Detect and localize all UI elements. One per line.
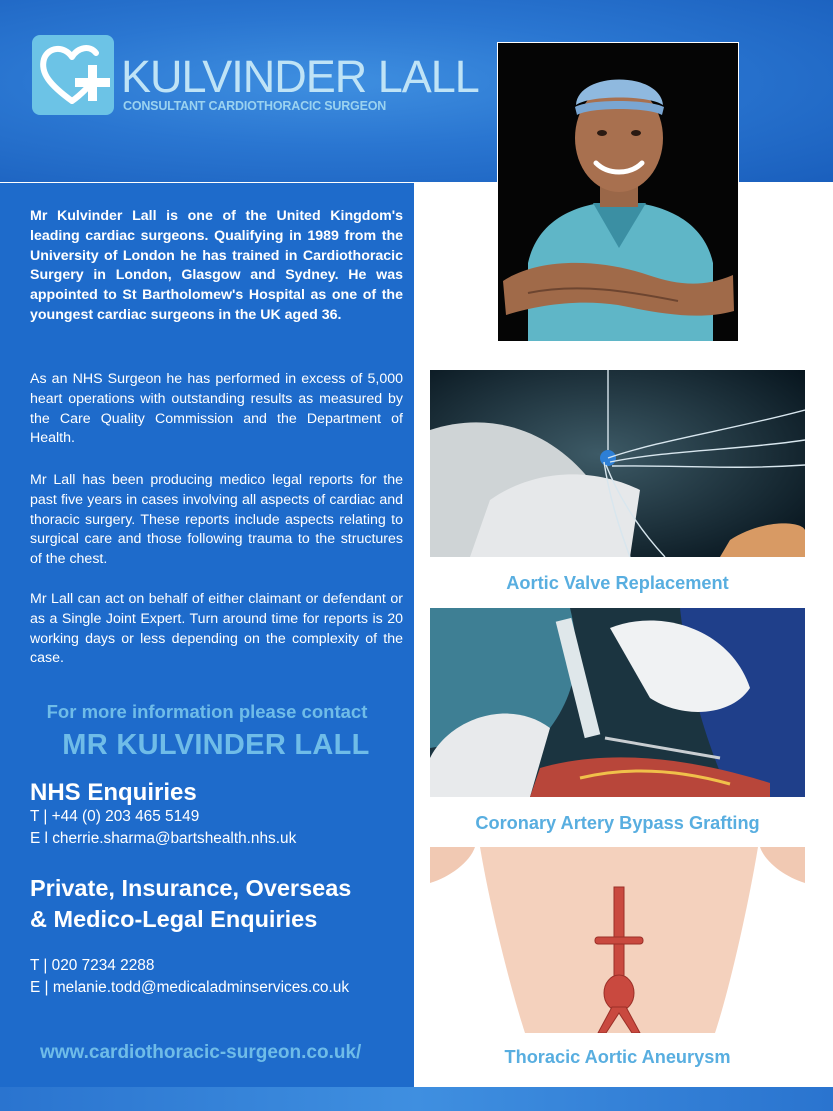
logo-name: KULVINDER LALL: [121, 51, 479, 102]
logo-subtitle: CONSULTANT CARDIOTHORACIC SURGEON: [123, 99, 387, 113]
private-heading-line-2: & Medico-Legal Enquiries: [30, 906, 318, 932]
surgeon-portrait: [497, 42, 739, 342]
caption-aortic-aneurysm: Thoracic Aortic Aneurysm: [504, 1047, 731, 1067]
bio-paragraph-4: Mr Lall can act on behalf of either claimant or defendant or as a Single Joint Expert. Turn around time for reports is 20 working days or less depending on the complexity of the case.: [30, 591, 403, 667]
nhs-phone[interactable]: T | +44 (0) 203 465 5149: [30, 808, 200, 825]
bio-paragraph-3: Mr Lall has been producing medico legal reports for the past five years in cases involving all aspects of cardiac and thoracic surgery. These reports include aspects relating to surgical care and those following trauma to the structures of the chest.: [30, 472, 403, 568]
logo-tile: [32, 35, 114, 115]
aortic-aneurysm-illustration: [430, 847, 805, 1033]
bypass-grafting-photo: [430, 608, 805, 797]
website-link[interactable]: www.cardiothoracic-surgeon.co.uk/: [40, 1042, 362, 1063]
nhs-email[interactable]: E l cherrie.sharma@bartshealth.nhs.uk: [30, 830, 297, 847]
footer-band: [0, 1087, 833, 1111]
contact-intro: For more information please contact: [46, 701, 368, 722]
caption-aortic-valve: Aortic Valve Replacement: [506, 573, 729, 593]
private-phone[interactable]: T | 020 7234 2288: [30, 957, 155, 974]
private-enquiries-heading: [30, 873, 351, 935]
aortic-valve-photo: [430, 370, 805, 557]
caption-bypass-grafting: Coronary Artery Bypass Grafting: [475, 813, 760, 833]
private-email[interactable]: E | melanie.todd@medicaladminservices.co.uk: [30, 979, 350, 996]
nhs-enquiries-heading: NHS Enquiries: [30, 779, 197, 806]
private-heading-line-1: Private, Insurance, Overseas: [30, 875, 352, 901]
bio-paragraph-1: Mr Kulvinder Lall is one of the United Kingdom's leading cardiac surgeons. Qualifying in 1989 from the University of London he has trained in Cardiothoracic Surgery in London, Glasgow and Sydney. He was appointed to St Bartholomew's Hospital as one of the youngest cardiac surgeons in the UK aged 36.: [30, 208, 403, 323]
heart-plus-icon: [32, 35, 114, 115]
bio-paragraph-2: As an NHS Surgeon he has performed in excess of 5,000 heart operations with outstanding results as measured by the Care Quality Commission and the Department of Health.: [30, 371, 403, 447]
contact-name: MR KULVINDER LALL: [62, 729, 370, 761]
